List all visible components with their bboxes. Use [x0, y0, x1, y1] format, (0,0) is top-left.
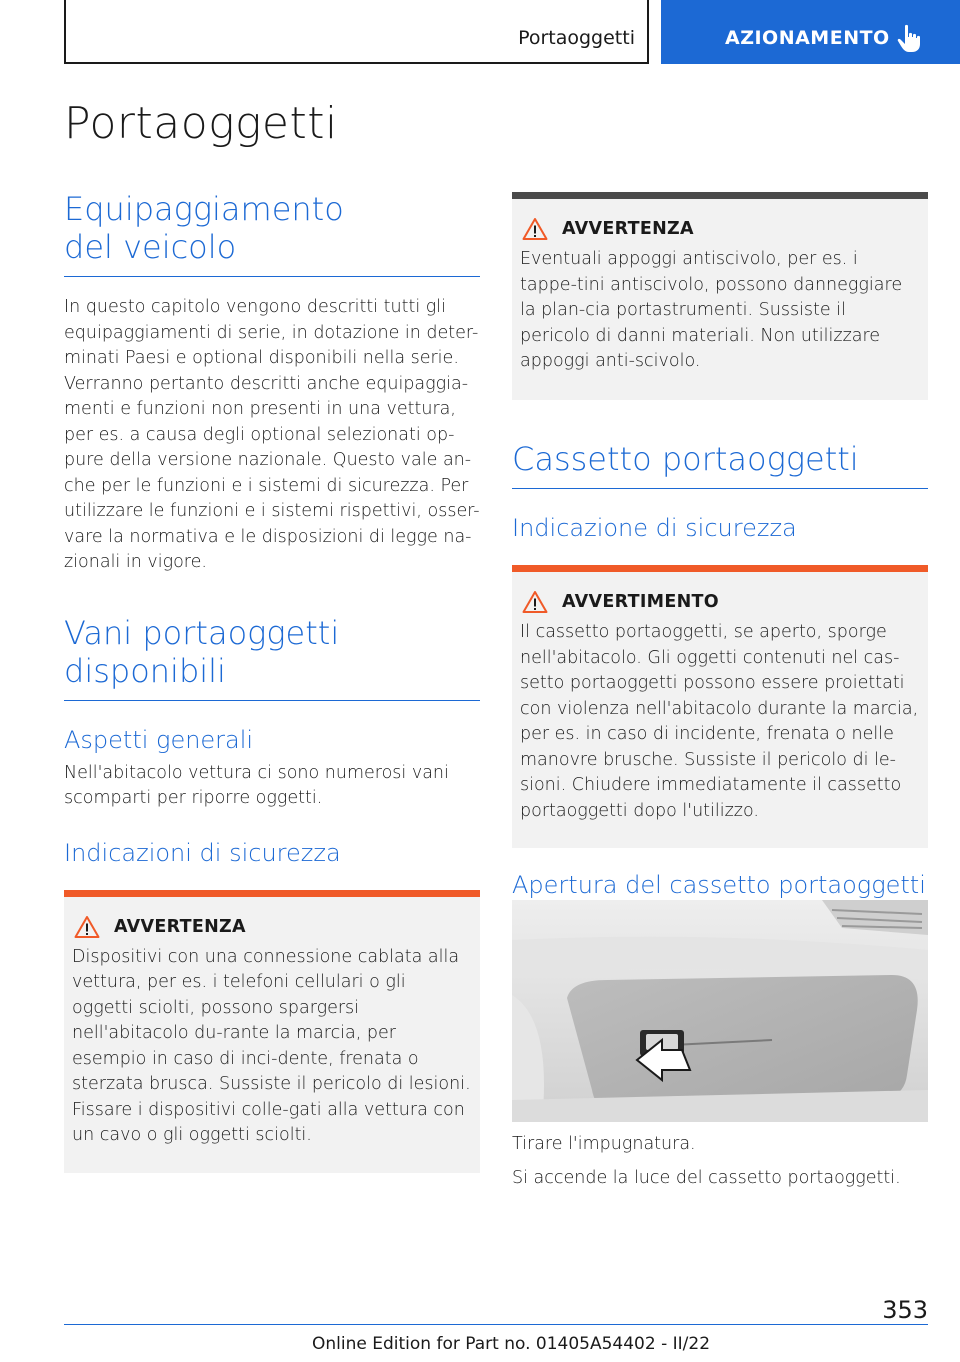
- warning-box: [512, 192, 928, 400]
- header-chapter-label: AZIONAMENTO: [725, 27, 890, 49]
- heading-rule: [512, 488, 928, 489]
- warning-title: AVVERTIMENTO: [562, 592, 719, 612]
- heading-rule: [64, 700, 480, 701]
- warning-box: [512, 565, 928, 848]
- warning-text: Il cassetto portaoggetti, se aperto, sporge nell'abitacolo. Gli oggetti contenuti nel cas-setto portaoggetti possono essere proiettati con violenza nell'abitacolo durante la marcia, per es. in caso di incidente, frenata o nelle manovre brusche. Sussiste il pericolo di le-sioni. Chiudere immediatamente il cassetto portaoggetti dopo l'utilizzo.: [520, 622, 919, 821]
- page-number: 353: [882, 1296, 928, 1324]
- glovebox-illustration: [512, 900, 928, 1122]
- warning-text: Dispositivi con una connessione cablata alla vettura, per es. i telefoni cellulari o gli oggetti sciolti, possono spargersi nell'abitacolo du-rante la marcia, per esempio in caso di inci-dente, frenata o sterzata brusca. Sussiste il pericolo di lesioni. Fissare i dispositivi colle-gati alla vettura con un cavo o gli oggetti sciolti.: [72, 946, 471, 1145]
- cassetto-heading: Cassetto portaoggetti: [512, 440, 859, 478]
- glovebox-photo: [512, 900, 928, 1122]
- footer-rule: [64, 1324, 864, 1325]
- warning-text: Eventuali appoggi antiscivolo, per es. i tappe-tini antiscivolo, possono danneggiare la plan-cia portastrumenti. Sussiste il pericolo di danni materiali. Non utilizzare appoggi anti-scivolo.: [520, 249, 903, 371]
- warning-header: [512, 199, 928, 241]
- page-title: Portaoggetti: [64, 98, 338, 149]
- hand-pointer-icon: [897, 24, 923, 54]
- header-section-box: [64, 0, 649, 64]
- heading-rule: [64, 276, 480, 277]
- step-text: Tirare l'impugnatura.: [512, 1134, 696, 1154]
- apertura-heading: Apertura del cassetto portaoggetti: [512, 871, 926, 899]
- header-chapter-tab: [661, 0, 960, 64]
- instructions: [512, 1132, 928, 1191]
- header-section-label: Portaoggetti: [518, 27, 635, 49]
- vani-heading: Vani portaoggetti disponibili: [64, 613, 340, 690]
- edition-label: Online Edition for Part no. 01405A54402 - II/22: [312, 1334, 711, 1354]
- warning-bar: [64, 890, 480, 897]
- indicazione-heading: Indicazione di sicurezza: [512, 514, 797, 542]
- warning-header: [512, 572, 928, 614]
- aspetti-text: Nell'abitacolo vettura ci sono numerosi vani scomparti per riporre oggetti.: [64, 762, 449, 808]
- equipaggiamento-heading: Equipaggiamento del veicolo: [64, 190, 344, 266]
- warning-bar: [512, 565, 928, 572]
- warning-triangle-icon: [74, 915, 100, 939]
- warning-triangle-icon: [522, 590, 548, 614]
- sicurezza-heading: Indicazioni di sicurezza: [64, 838, 341, 867]
- warning-header: [64, 897, 480, 939]
- left-column: [64, 190, 480, 1173]
- right-column: [512, 192, 928, 900]
- step-text: Si accende la luce del cassetto portaoggetti.: [512, 1167, 901, 1188]
- warning-title: AVVERTENZA: [562, 219, 694, 239]
- aspetti-heading: Aspetti generali: [64, 725, 254, 754]
- warning-bar: [512, 192, 928, 199]
- warning-triangle-icon: [522, 217, 548, 241]
- warning-box: [64, 890, 480, 1173]
- warning-title: AVVERTENZA: [114, 916, 246, 937]
- footer-rule: [864, 1324, 928, 1325]
- equipaggiamento-text: In questo capitolo vengono descritti tutti gli equipaggiamenti di serie, in dotazione in deter-minati Paesi e optional disponibili nella serie. Verranno pertanto descritti anche equipaggia-menti e funzioni non presenti in una vettura, per es. a causa degli optional selezionati op-pure della versione nazionale. Questo vale an-che per le funzioni e i sistemi di sicurezza. Per utilizzare le funzioni e i sistemi rispettivi, osser-vare la normativa e le disposizioni di legge na-zionali in vigore.: [64, 297, 480, 572]
